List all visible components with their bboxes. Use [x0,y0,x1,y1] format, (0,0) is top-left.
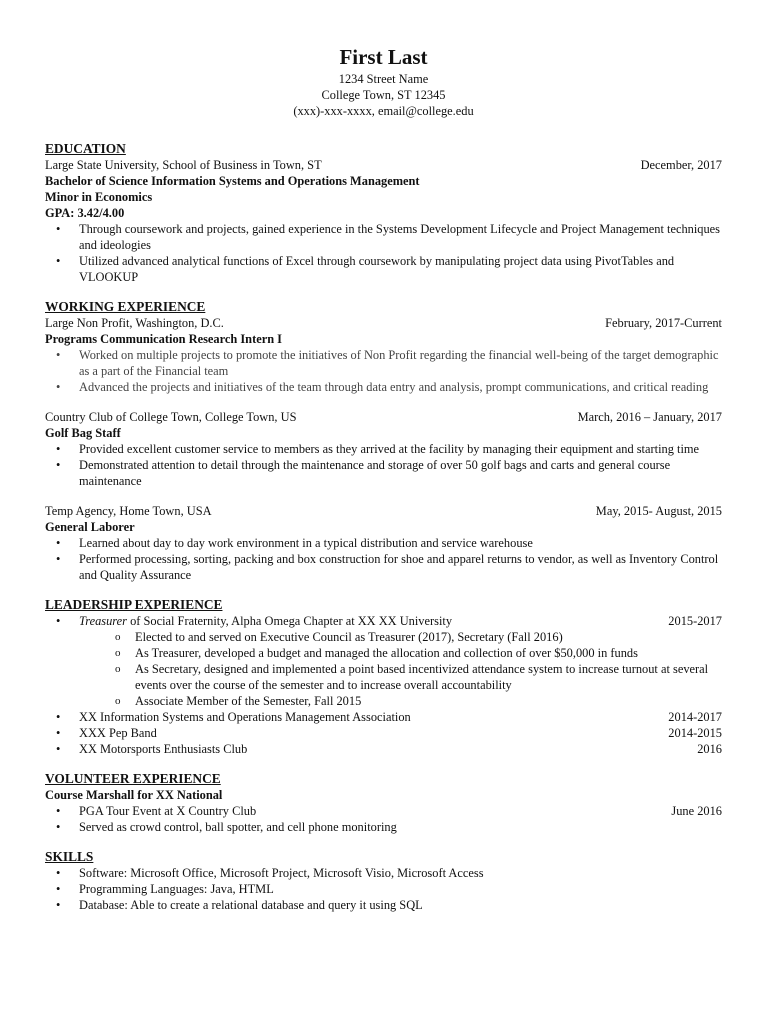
leadership-other-bullets [45,709,722,757]
treasurer-role: Treasurer [79,614,127,628]
education-bullets [45,221,722,285]
treasurer-org: of Social Fraternity, Alpha Omega Chapter at XX XX University [126,614,453,628]
list-item: o As Treasurer, developed a budget and managed the allocation and collection of over $50,000 in funds [45,645,722,661]
skills-heading: SKILLS [45,849,94,864]
list-item: • Worked on multiple projects to promote the initiatives of Non Profit regarding the financial well-being of the target demographic as a part of the Financial team [45,347,722,379]
job-entry [45,315,722,395]
org-name: • XXX Pep Band [79,726,157,740]
address-line-1: 1234 Street Name [338,72,429,86]
education-row [45,157,722,173]
list-item: • Utilized advanced analytical functions of Excel through coursework by manipulating project data using PivotTables and VLOOKUP [45,253,722,285]
gpa: GPA: 3.42/4.00 [45,206,125,220]
list-item [45,725,722,741]
job-role: General Laborer [45,520,135,534]
job-org: Temp Agency, Home Town, USA [45,504,212,518]
org-date: 2016 [697,742,722,756]
job-org: Country Club of College Town, College Town, US [45,410,297,424]
org-date: 2014-2017 [668,710,722,724]
graduation-date: December, 2017 [640,158,722,172]
job-bullets [45,441,722,489]
list-item: o As Secretary, designed and implemented a point based incentivized attendance system to increase turnout at several events over the course of the semester and to increase overall accountability [45,661,722,693]
address-line-2: College Town, ST 12345 [321,88,446,102]
job-row [45,503,722,519]
list-item [45,741,722,757]
org-row [79,725,722,741]
job-entry [45,409,722,489]
list-item: • Advanced the projects and initiatives of the team through data entry and analysis, prompt communications, and critical reading [45,379,722,395]
job-bullets [45,535,722,583]
job-role: Golf Bag Staff [45,426,121,440]
volunteer-date: June 2016 [671,804,722,818]
skills-bullets [45,865,722,913]
list-item: • Programming Languages: Java, HTML [45,881,722,897]
job-date: May, 2015- August, 2015 [595,504,722,518]
spacer [45,489,722,503]
list-item [45,613,722,629]
volunteer-text: • PGA Tour Event at X Country Club [79,804,257,818]
list-item: • Provided excellent customer service to members as they arrived at the facility by managing their equipment and starting time [45,441,722,457]
education-section [45,141,722,285]
list-item: • Learned about day to day work environment in a typical distribution and service warehouse [45,535,722,551]
minor: Minor in Economics [45,190,153,204]
school-name: Large State University, School of Business in Town, ST [45,158,322,172]
job-date: March, 2016 – January, 2017 [577,410,722,424]
treasurer-sub-bullets [45,629,722,709]
list-item [45,803,722,819]
work-section [45,299,722,583]
job-row [45,409,722,425]
treasurer-date: 2015-2017 [668,614,722,628]
list-item: • Served as crowd control, ball spotter, and cell phone monitoring [45,819,722,835]
list-item [45,709,722,725]
org-date: 2014-2015 [668,726,722,740]
leadership-heading: LEADERSHIP EXPERIENCE [45,597,223,612]
skills-section [45,849,722,913]
org-name: • XX Motorsports Enthusiasts Club [79,742,248,756]
volunteer-heading: VOLUNTEER EXPERIENCE [45,771,221,786]
work-heading: WORKING EXPERIENCE [45,299,206,314]
org-row [79,709,722,725]
volunteer-bullets [45,803,722,835]
treasurer-row [79,613,722,629]
org-name: • XX Information Systems and Operations Management Association [79,710,411,724]
list-item: o Associate Member of the Semester, Fall 2015 [45,693,722,709]
contact-line: (xxx)-xxx-xxxx, email@college.edu [293,104,474,118]
treasurer-entry [79,613,452,629]
volunteer-section [45,771,722,835]
job-bullets [45,347,722,395]
education-heading: EDUCATION [45,141,126,156]
list-item: o Elected to and served on Executive Council as Treasurer (2017), Secretary (Fall 2016) [45,629,722,645]
job-row [45,315,722,331]
spacer [45,395,722,409]
volunteer-role: Course Marshall for XX National [45,788,223,802]
candidate-name: First Last [339,45,428,69]
list-item: • Database: Able to create a relational database and query it using SQL [45,897,722,913]
resume-header [45,44,722,119]
job-role: Programs Communication Research Intern I [45,332,283,346]
list-item: • Through coursework and projects, gained experience in the Systems Development Lifecycle and Project Management techniques and ideologies [45,221,722,253]
job-date: February, 2017-Current [605,316,722,330]
job-entry [45,503,722,583]
list-item: • Software: Microsoft Office, Microsoft Project, Microsoft Visio, Microsoft Access [45,865,722,881]
list-item: • Demonstrated attention to detail through the maintenance and storage of over 50 golf bags and carts and general course maintenance [45,457,722,489]
list-item: • Performed processing, sorting, packing and box construction for shoe and apparel returns to vendor, as well as Inventory Control and Quality Assurance [45,551,722,583]
org-row [79,741,722,757]
leadership-section [45,597,722,757]
volunteer-row [79,803,722,819]
leadership-bullets [45,613,722,629]
job-org: Large Non Profit, Washington, D.C. [45,316,224,330]
degree: Bachelor of Science Information Systems and Operations Management [45,174,420,188]
